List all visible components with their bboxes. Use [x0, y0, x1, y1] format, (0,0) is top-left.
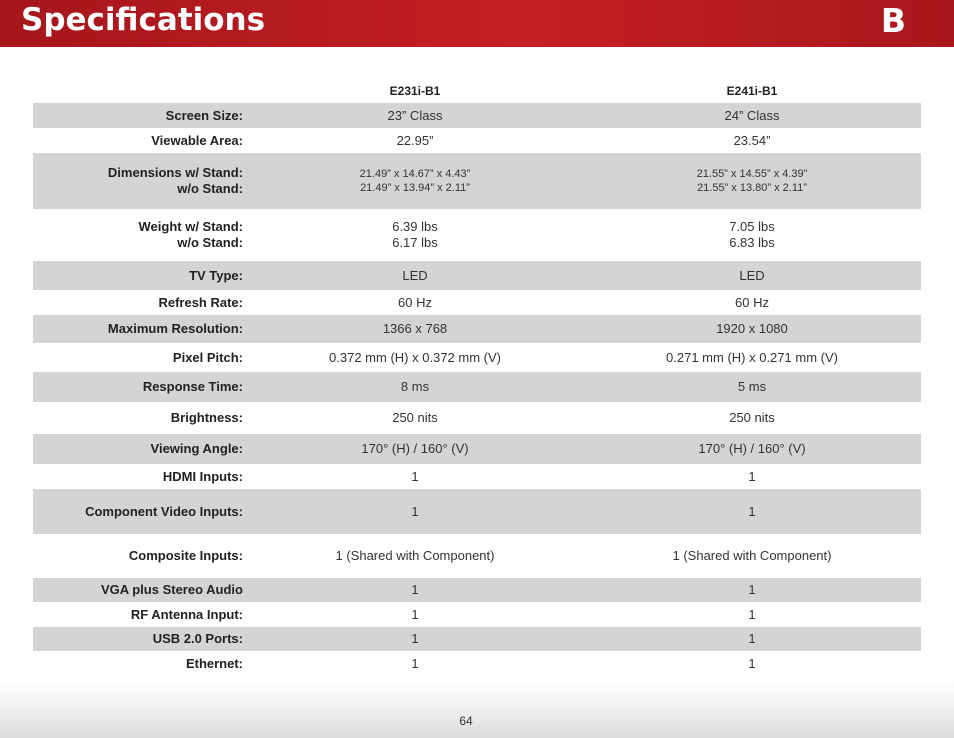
spec-value-a: 23” Class	[387, 107, 443, 123]
spec-label: Dimensions w/ Stand: w/o Stand:	[107, 165, 243, 196]
spec-label: Viewable Area:	[151, 132, 243, 148]
spec-value-a: 21.49” x 14.67” x 4.43” 21.49” x 13.94” x 2.11”	[359, 168, 471, 194]
spec-label: USB 2.0 Ports:	[152, 631, 243, 646]
table-header-row	[33, 78, 921, 103]
spec-value-a: 1366 x 768	[382, 321, 448, 336]
spec-label: Brightness:	[170, 410, 243, 425]
spec-label: TV Type:	[189, 267, 243, 283]
page-number: 64	[459, 714, 473, 728]
spec-label: Weight w/ Stand: w/o Stand:	[138, 219, 243, 250]
page-header	[0, 0, 954, 47]
spec-value-a: 1 (Shared with Component)	[335, 548, 495, 563]
table-row	[33, 434, 921, 464]
spec-label: Component Video Inputs:	[85, 503, 243, 519]
spec-value-b: 24” Class	[724, 107, 780, 123]
table-row	[33, 153, 921, 209]
spec-value-a: 1	[411, 503, 419, 519]
table-row	[33, 578, 921, 602]
table-row	[33, 627, 921, 651]
table-row	[33, 103, 921, 128]
spec-value-a: 22.95”	[396, 132, 434, 148]
table-row	[33, 315, 921, 343]
spec-value-b: 1	[748, 468, 756, 484]
appendix-letter: B	[880, 1, 906, 40]
spec-value-b: 21.55” x 14.55” x 4.39” 21.55” x 13.80” x 2.11”	[696, 168, 808, 194]
spec-value-a: LED	[402, 267, 428, 283]
table-row	[33, 343, 921, 372]
column-header-e231i: E231i-B1	[389, 83, 441, 98]
spec-value-b: 1	[748, 656, 756, 671]
table-row	[33, 372, 921, 402]
spec-value-b: 0.271 mm (H) x 0.271 mm (V)	[666, 349, 838, 365]
spec-value-b: 5 ms	[737, 379, 767, 394]
spec-value-a: 1	[411, 656, 419, 671]
spec-value-b: 250 nits	[729, 410, 775, 425]
spec-value-b: 7.05 lbs 6.83 lbs	[729, 219, 775, 250]
spec-label: Maximum Resolution:	[107, 321, 243, 336]
table-row	[33, 534, 921, 578]
spec-value-b: 1	[748, 631, 756, 646]
spec-value-b: 1 (Shared with Component)	[672, 548, 832, 563]
table-row	[33, 290, 921, 315]
table-row	[33, 209, 921, 261]
spec-label: Refresh Rate:	[158, 294, 243, 310]
spec-label: Pixel Pitch:	[172, 349, 243, 365]
spec-label: Viewing Angle:	[150, 441, 243, 456]
spec-label: Composite Inputs:	[128, 548, 243, 563]
spec-value-a: 250 nits	[392, 410, 438, 425]
spec-value-b: 1920 x 1080	[716, 321, 788, 336]
spec-value-b: LED	[739, 267, 765, 283]
spec-value-b: 1	[748, 606, 756, 622]
spec-value-a: 6.39 lbs 6.17 lbs	[392, 219, 438, 250]
table-row	[33, 464, 921, 489]
spec-value-a: 0.372 mm (H) x 0.372 mm (V)	[329, 349, 501, 365]
spec-label: VGA plus Stereo Audio	[100, 582, 243, 597]
column-header-e241i: E241i-B1	[726, 83, 778, 98]
page-title: Specifications	[21, 2, 266, 38]
spec-value-a: 1	[411, 631, 419, 646]
spec-value-a: 60 Hz	[398, 294, 432, 310]
spec-value-a: 1	[411, 582, 419, 597]
spec-label: Screen Size:	[165, 107, 243, 123]
spec-value-a: 170° (H) / 160° (V)	[361, 441, 469, 456]
table-row	[33, 128, 921, 153]
spec-value-b: 1	[748, 503, 756, 519]
spec-value-b: 23.54”	[733, 132, 771, 148]
spec-label: Response Time:	[142, 379, 243, 394]
table-row	[33, 651, 921, 677]
page-footer	[0, 680, 954, 738]
spec-label: Ethernet:	[185, 656, 243, 671]
spec-value-b: 1	[748, 582, 756, 597]
table-row	[33, 602, 921, 627]
table-row	[33, 489, 921, 534]
spec-label: HDMI Inputs:	[162, 468, 243, 484]
spec-value-a: 1	[411, 606, 419, 622]
table-row	[33, 402, 921, 434]
spec-label: RF Antenna Input:	[130, 606, 243, 622]
spec-value-b: 60 Hz	[735, 294, 769, 310]
spec-value-a: 1	[411, 468, 419, 484]
spec-value-a: 8 ms	[400, 379, 430, 394]
spec-value-b: 170° (H) / 160° (V)	[698, 441, 806, 456]
table-row	[33, 261, 921, 290]
spec-table	[33, 78, 921, 677]
